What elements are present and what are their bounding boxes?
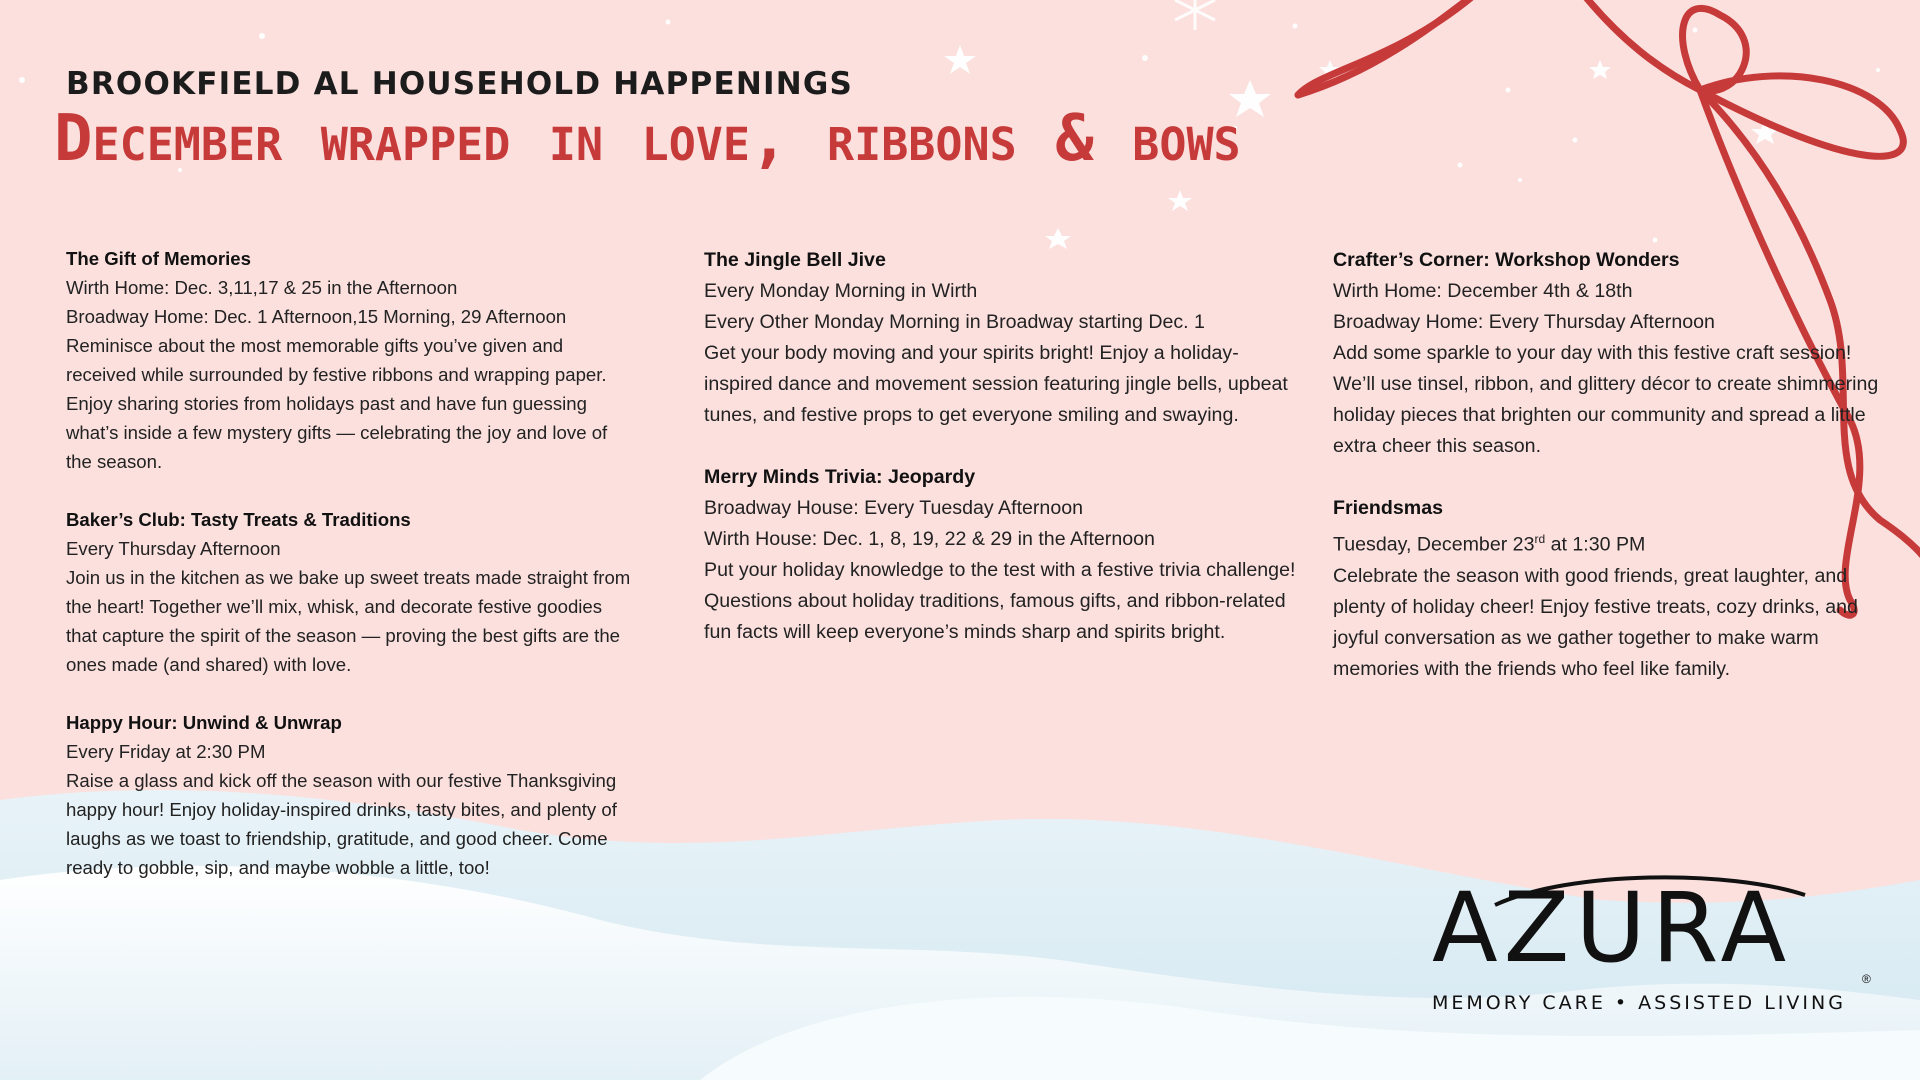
page-subtitle: BROOKFIELD AL HOUSEHOLD HAPPENINGS [66,66,854,102]
event-schedule: Wirth Home: December 4th & 18th [1333,280,1633,302]
event-schedule: Broadway Home: Every Thursday Afternoon [1333,311,1715,333]
event-title: Crafter’s Corner: Workshop Wonders [1333,249,1680,271]
event-schedule: Wirth House: Dec. 1, 8, 19, 22 & 29 in the Afternoon [704,528,1155,550]
event-title: Merry Minds Trivia: Jeopardy [704,466,976,488]
event-description: Add some sparkle to your day with this festive craft session! We’ll use tinsel, ribbon, and glittery décor to create shimmering holiday pieces that brighten our community and spread a little extra cheer this season. [1333,342,1879,457]
page-title: December wrapped in love, ribbons & bows [54,102,1241,176]
event-description: Get your body moving and your spirits bright! Enjoy a holiday-inspired dance and movement session featuring jingle bells, upbeat tunes, and festive props to get everyone smiling and swaying. [704,342,1288,426]
logo-arc-icon [1490,870,1810,910]
event-title: The Jingle Bell Jive [704,249,886,271]
azura-logo [1432,872,1872,1014]
event-happy-hour [66,708,638,882]
event-title: Happy Hour: Unwind & Unwrap [66,712,342,733]
registered-mark: ® [1862,972,1871,986]
event-schedule: Every Other Monday Morning in Broadway starting Dec. 1 [704,311,1205,333]
event-date: Tuesday, December 23 [1333,533,1535,556]
event-gift-of-memories [66,244,638,476]
event-friendsmas [1333,493,1893,685]
event-merry-minds-trivia [704,462,1304,648]
event-title: Baker’s Club: Tasty Treats & Traditions [66,509,411,530]
logo-tagline: MEMORY CARE • ASSISTED LIVING [1432,992,1846,1014]
event-schedule: Broadway House: Every Tuesday Afternoon [704,497,1084,519]
event-date-ordinal: rd [1534,532,1546,546]
events-column-1 [66,244,638,911]
event-schedule: Every Monday Morning in Wirth [704,280,978,302]
event-jingle-bell-jive [704,245,1304,431]
event-bakers-club [66,505,638,679]
event-description: Celebrate the season with good friends, great laughter, and plenty of holiday cheer! Enjoy festive treats, cozy drinks, and joyful conversation as we gather together to make warm memories with the friends who feel like family. [1333,564,1858,680]
event-description: Raise a glass and kick off the season with our festive Thanksgiving happy hour! Enjoy holiday-inspired drinks, tasty bites, and plenty of laughs as we toast to friendship, gratitude, and good cheer. Come ready to gobble, sip, and maybe wobble a little, too! [66,770,617,878]
event-description: Join us in the kitchen as we bake up sweet treats made straight from the heart! Together we’ll mix, whisk, and decorate festive goodies that capture the spirit of the season — proving the best gifts are the ones made (and shared) with love. [66,567,631,675]
event-title: The Gift of Memories [66,248,251,269]
events-column-2 [704,245,1304,679]
logo-wordmark: AZURA [1432,872,1793,984]
event-title: Friendsmas [1333,497,1443,519]
event-schedule: Broadway Home: Dec. 1 Afternoon,15 Morning, 29 Afternoon [66,306,567,327]
event-time: at 1:30 PM [1545,533,1646,556]
event-schedule: Every Friday at 2:30 PM [66,741,266,762]
event-schedule: Every Thursday Afternoon [66,538,281,559]
event-schedule [1333,524,1893,561]
event-description: Reminisce about the most memorable gifts you’ve given and received while surrounded by festive ribbons and wrapping paper. Enjoy sharing stories from holidays past and have fun guessing what’s inside a few mystery gifts — celebrating the joy and love of the season. [66,335,608,472]
event-crafters-corner [1333,245,1893,462]
event-schedule: Wirth Home: Dec. 3,11,17 & 25 in the Afternoon [66,277,458,298]
event-description: Put your holiday knowledge to the test with a festive trivia challenge! Questions about holiday traditions, famous gifts, and ribbon-related fun facts will keep everyone’s minds sharp and spirits bright. [704,559,1296,643]
events-column-3 [1333,245,1893,716]
